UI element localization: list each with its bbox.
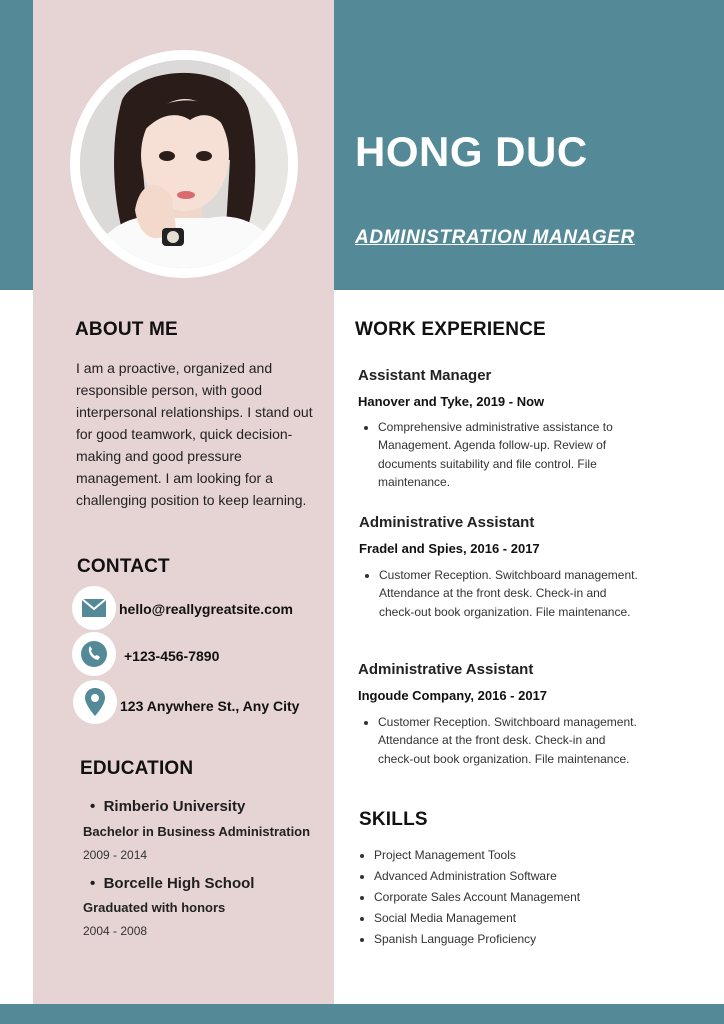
contact-email[interactable]: hello@reallygreatsite.com (119, 601, 293, 617)
skills-list (356, 845, 580, 950)
job-company: Hanover and Tyke, 2019 - Now (358, 394, 545, 409)
contact-title: CONTACT (77, 556, 170, 577)
contact-phone[interactable]: +123-456-7890 (124, 648, 220, 664)
education-school: • Rimberio University (90, 798, 246, 815)
job-role: ADMINISTRATION MANAGER (355, 227, 635, 248)
profile-photo (80, 60, 288, 268)
education-degree: Bachelor in Business Administration (83, 824, 311, 839)
skill-item: • Corporate Sales Account Management (374, 887, 580, 908)
job-description: • Comprehensive administrative assistance to Management. Agenda follow-up. Review of documents suitability and file control. File maintenance. (378, 418, 640, 491)
skill-item: • Advanced Administration Software (374, 866, 580, 887)
school-name: Rimberio University (103, 798, 246, 815)
person-name: HONG DUC (355, 128, 588, 175)
skill-item: • Spanish Language Proficiency (374, 929, 580, 950)
person-portrait-icon (80, 60, 288, 268)
skill-item: • Project Management Tools (374, 845, 580, 866)
work-experience-title: WORK EXPERIENCE (355, 319, 546, 340)
education-degree: Graduated with honors (83, 900, 226, 915)
about-text: I am a proactive, organized and responsible person, with good interpersonal relationships. I stand out for good teamwork, quick decision-making and good pressure management. I am looking for a challenging position to keep learning. (76, 360, 313, 508)
phone-icon (72, 632, 116, 676)
skills-title: SKILLS (359, 809, 428, 830)
job-title: Administrative Assistant (359, 514, 535, 531)
education-years: 2009 - 2014 (83, 848, 148, 862)
envelope-icon (72, 586, 116, 630)
job-description: • Customer Reception. Switchboard management. Attendance at the front desk. Check-in and check-out book organization. File maintenance. (379, 566, 639, 621)
job-description: • Customer Reception. Switchboard management. Attendance at the front desk. Check-in and check-out book organization. File maintenance. (378, 713, 638, 768)
skill-item: • Social Media Management (374, 908, 580, 929)
job-title: Assistant Manager (358, 367, 492, 384)
education-title: EDUCATION (80, 758, 194, 779)
job-description-list (358, 713, 638, 768)
about-title: ABOUT ME (75, 319, 178, 340)
job-description-list (358, 418, 640, 491)
location-pin-icon (73, 680, 117, 724)
education-school: • Borcelle High School (90, 875, 255, 892)
job-company: Ingoude Company, 2016 - 2017 (358, 688, 548, 703)
job-company: Fradel and Spies, 2016 - 2017 (359, 541, 540, 556)
contact-address: 123 Anywhere St., Any City (120, 698, 300, 714)
job-description-list (359, 566, 639, 621)
education-years: 2004 - 2008 (83, 924, 148, 938)
footer-band (0, 1004, 724, 1024)
job-title: Administrative Assistant (358, 661, 534, 678)
school-name: Borcelle High School (103, 875, 255, 892)
